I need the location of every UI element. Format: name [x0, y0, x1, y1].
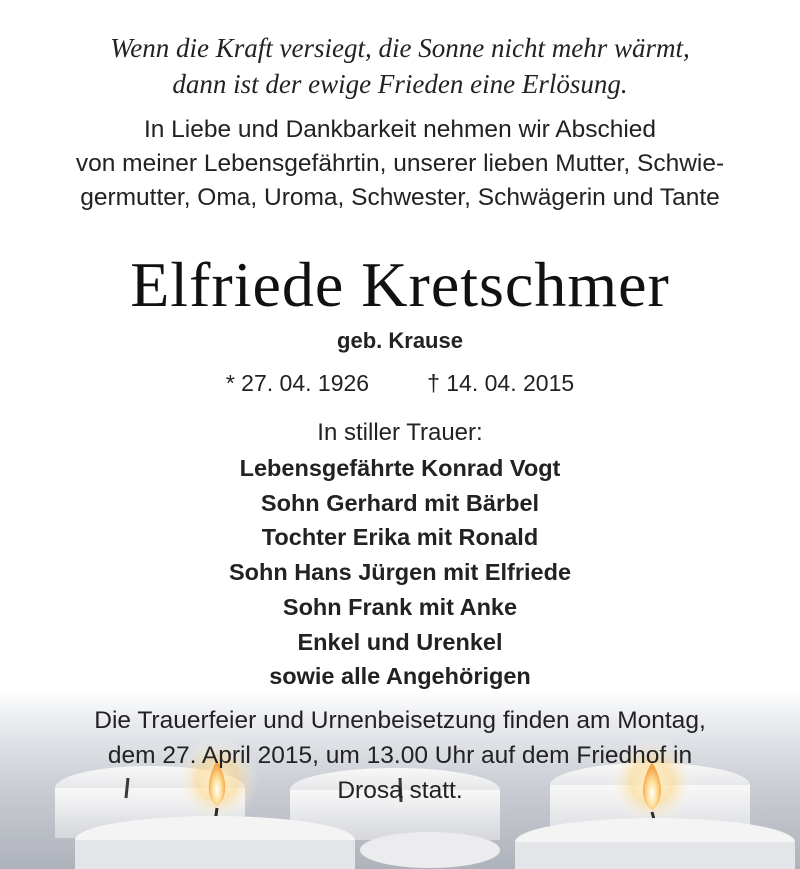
birth-date: * 27. 04. 1926: [225, 370, 370, 396]
mourner-line: Sohn Hans Jürgen mit Elfriede: [228, 559, 572, 586]
funeral-info: [0, 703, 800, 808]
birth-name: geb. Krause: [337, 328, 463, 353]
intro-line: von meiner Lebensgefährtin, unserer lieben Mutter, Schwie-: [75, 150, 725, 177]
deceased-name: Elfriede Kretschmer: [130, 249, 670, 320]
death-date: † 14. 04. 2015: [427, 370, 575, 396]
funeral-line: dem 27. April 2015, um 13.00 Uhr auf dem Friedhof in: [107, 742, 693, 769]
farewell-intro: [0, 113, 800, 215]
mourning-label: In stiller Trauer:: [317, 419, 483, 446]
mourner-line: Sohn Gerhard mit Bärbel: [260, 489, 540, 516]
funeral-line: Die Trauerfeier und Urnenbeisetzung finden am Montag,: [94, 707, 706, 734]
intro-line: germutter, Oma, Uroma, Schwester, Schwägerin und Tante: [80, 184, 720, 211]
mourner-line: Enkel und Urenkel: [297, 628, 503, 655]
mourners-list: [0, 451, 800, 694]
mourner-line: Lebensgefährte Konrad Vogt: [239, 455, 561, 481]
life-dates: [0, 365, 800, 401]
mourner-line: Tochter Erika mit Ronald: [261, 524, 539, 551]
quote-line: Wenn die Kraft versiegt, die Sonne nicht mehr wärmt,: [110, 33, 690, 63]
funeral-line: Drosa statt.: [337, 777, 463, 804]
intro-line: In Liebe und Dankbarkeit nehmen wir Abschied: [143, 116, 657, 143]
opening-quote: [0, 30, 800, 102]
mourner-line: sowie alle Angehörigen: [269, 663, 531, 690]
mourner-line: Sohn Frank mit Anke: [282, 593, 518, 620]
quote-line: dann ist der ewige Frieden eine Erlösung.: [172, 69, 628, 99]
